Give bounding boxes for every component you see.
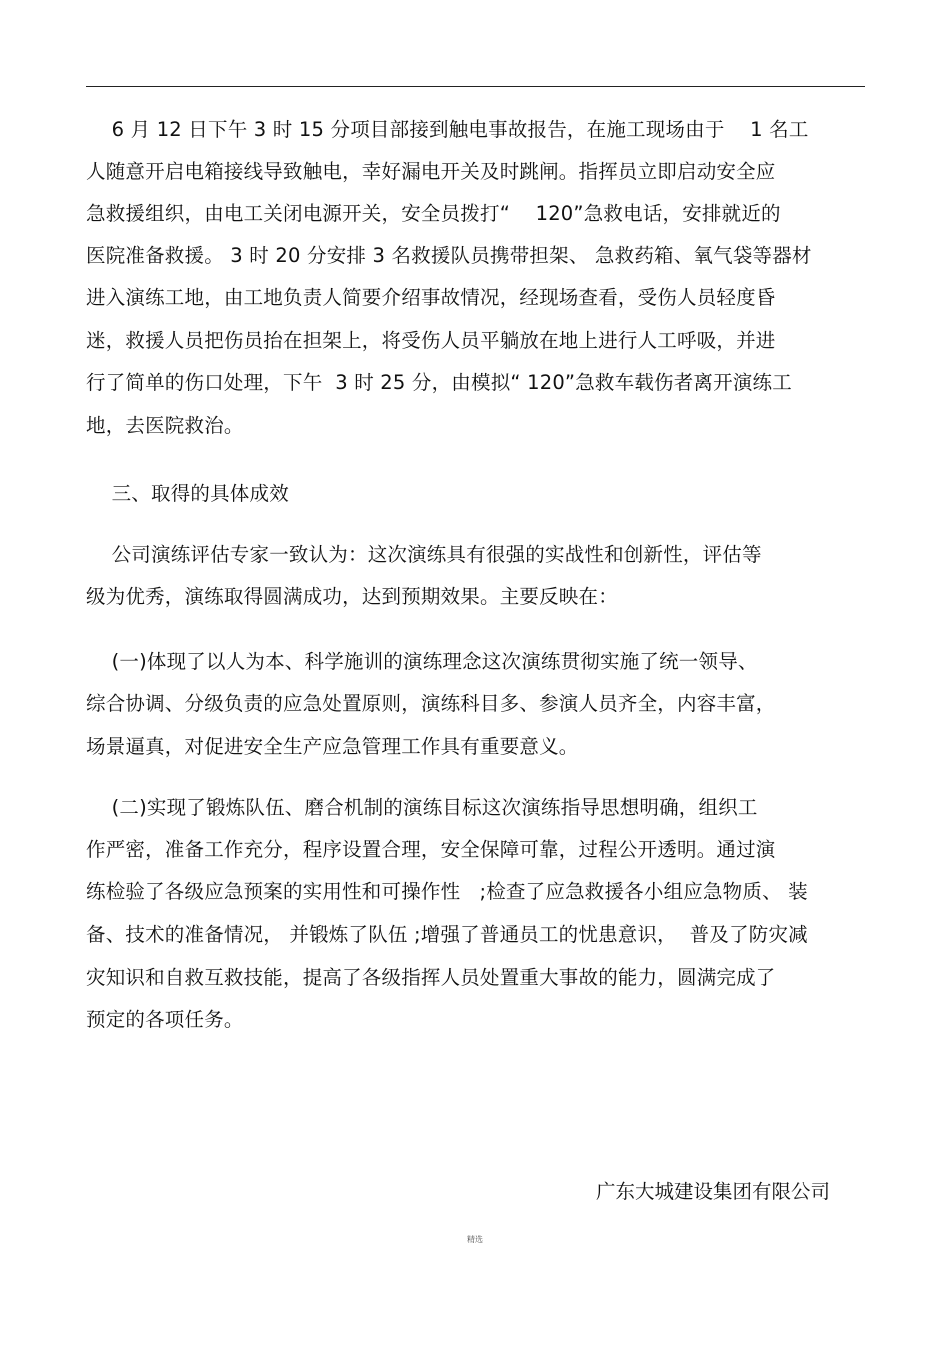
page-footer: 精选	[467, 1235, 483, 1244]
text-line: 医院准备救援。 3 时 20 分安排 3 名救援队员携带担架、 急救药箱、氧气袋等器材	[86, 244, 812, 267]
text-line: 人随意开启电箱接线导致触电，幸好漏电开关及时跳闸。指挥员立即启动安全应	[86, 160, 776, 183]
text-line: 行了简单的伤口处理，下午 3 时 25 分，由模拟“ 120”急救车载伤者离开演练工	[86, 371, 792, 394]
text-line: (一)体现了以人为本、科学施训的演练理念这次演练贯彻实施了统一领导、	[86, 650, 758, 673]
text-line: 6 月 12 日下午 3 时 15 分项目部接到触电事故报告，在施工现场由于 1 名工	[86, 118, 809, 141]
company-signature: 广东大城建设集团有限公司	[596, 1180, 831, 1203]
text-line: 进入演练工地，由工地负责人简要介绍事故情况，经现场查看，受伤人员轻度昏	[86, 286, 776, 309]
text-line: 级为优秀，演练取得圆满成功，达到预期效果。主要反映在：	[86, 585, 618, 608]
heading-line: 三、取得的具体成效	[86, 482, 289, 505]
text-line: 练检验了各级应急预案的实用性和可操作性 ;检查了应急救援各小组应急物质、 装	[86, 880, 808, 903]
text-line: 备、技术的准备情况， 并锻炼了队伍 ;增强了普通员工的忧患意识， 普及了防灾减	[86, 923, 808, 946]
text-line: 灾知识和自救互救技能，提高了各级指挥人员处置重大事故的能力，圆满完成了	[86, 966, 776, 989]
text-line: 综合协调、分级负责的应急处置原则，演练科目多、参演人员齐全，内容丰富，	[86, 692, 776, 715]
text-line: 迷，救援人员把伤员抬在担架上，将受伤人员平躺放在地上进行人工呼吸，并进	[86, 329, 776, 352]
text-line: 作严密，准备工作充分，程序设置合理，安全保障可靠，过程公开透明。通过演	[86, 838, 776, 861]
text-line: 预定的各项任务。	[86, 1008, 244, 1031]
text-line: 公司演练评估专家一致认为：这次演练具有很强的实战性和创新性，评估等	[86, 543, 762, 566]
text-line: 地，去医院救治。	[86, 414, 244, 437]
text-line: 场景逼真，对促进安全生产应急管理工作具有重要意义。	[86, 735, 579, 758]
header-rule	[86, 86, 865, 87]
text-line: (二)实现了锻炼队伍、磨合机制的演练目标这次演练指导思想明确，组织工	[86, 796, 758, 819]
text-line: 急救援组织，由电工关闭电源开关，安全员拨打“ 120”急救电话，安排就近的	[86, 202, 781, 225]
